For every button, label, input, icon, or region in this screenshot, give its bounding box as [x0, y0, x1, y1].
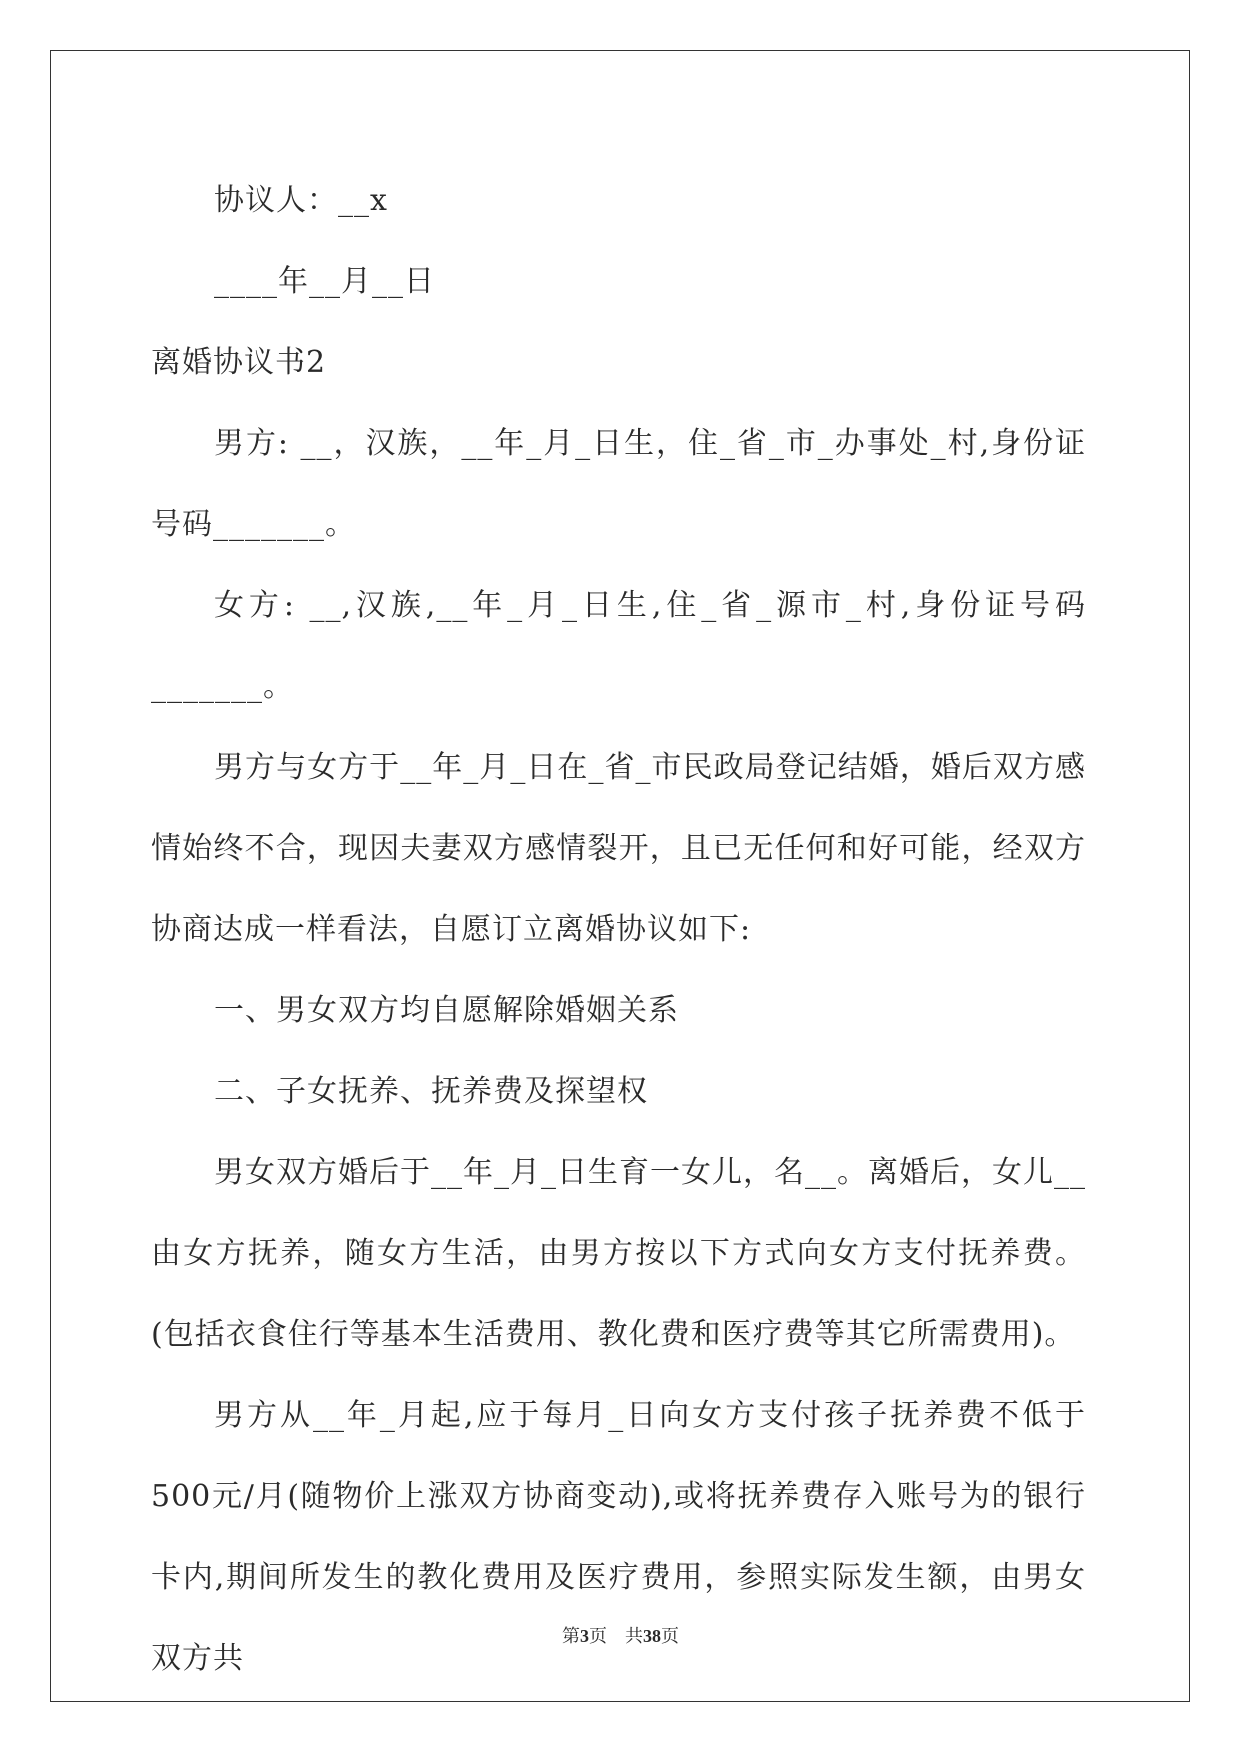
clause-1-heading: 一、男女双方均自愿解除婚姻关系 — [214, 993, 679, 1028]
page-suffix: 页 — [589, 1626, 607, 1647]
document-body — [151, 160, 1086, 1699]
clause-2-heading: 二、子女抚养、抚养费及探望权 — [214, 1074, 648, 1109]
child-support-paragraph: 男方从__年_月起,应于每月_日向女方支付孩子抚养费不低于500元/月(随物价上涨双方协商变动),或将抚养费存入账号为的银行卡内,期间所发生的教化费用及医疗费用，参照实际发生额，由男女双方共 — [151, 1398, 1086, 1676]
total-prefix: 共 — [625, 1626, 643, 1647]
section-title: 离婚协议书2 — [151, 345, 327, 380]
date-line: ____年__月__日 — [214, 264, 435, 299]
page-number: 3 — [580, 1626, 589, 1646]
child-custody-paragraph: 男女双方婚后于__年_月_日生育一女儿，名__。离婚后，女儿__由女方抚养，随女方生活，由男方按以下方式向女方支付抚养费。(包括衣食住行等基本生活费用、教化费和医疗费等其它所需费用)。 — [151, 1155, 1086, 1352]
female-party-paragraph: 女方: __,汉族,__年_月_日生,住_省_源市_村,身份证号码_______。 — [151, 588, 1086, 704]
signatory-line: 协议人：__x — [214, 183, 388, 218]
page-prefix: 第 — [562, 1626, 580, 1647]
page-footer — [0, 1624, 1241, 1649]
total-pages: 38 — [643, 1626, 661, 1646]
marriage-background-paragraph: 男方与女方于__年_月_日在_省_市民政局登记结婚，婚后双方感情始终不合，现因夫妻双方感情裂开，且已无任何和好可能，经双方协商达成一样看法，自愿订立离婚协议如下: — [151, 750, 1086, 947]
male-party-paragraph: 男方: __，汉族，__年_月_日生，住_省_市_办事处_村,身份证号码_______。 — [151, 426, 1086, 542]
total-suffix: 页 — [661, 1626, 679, 1647]
